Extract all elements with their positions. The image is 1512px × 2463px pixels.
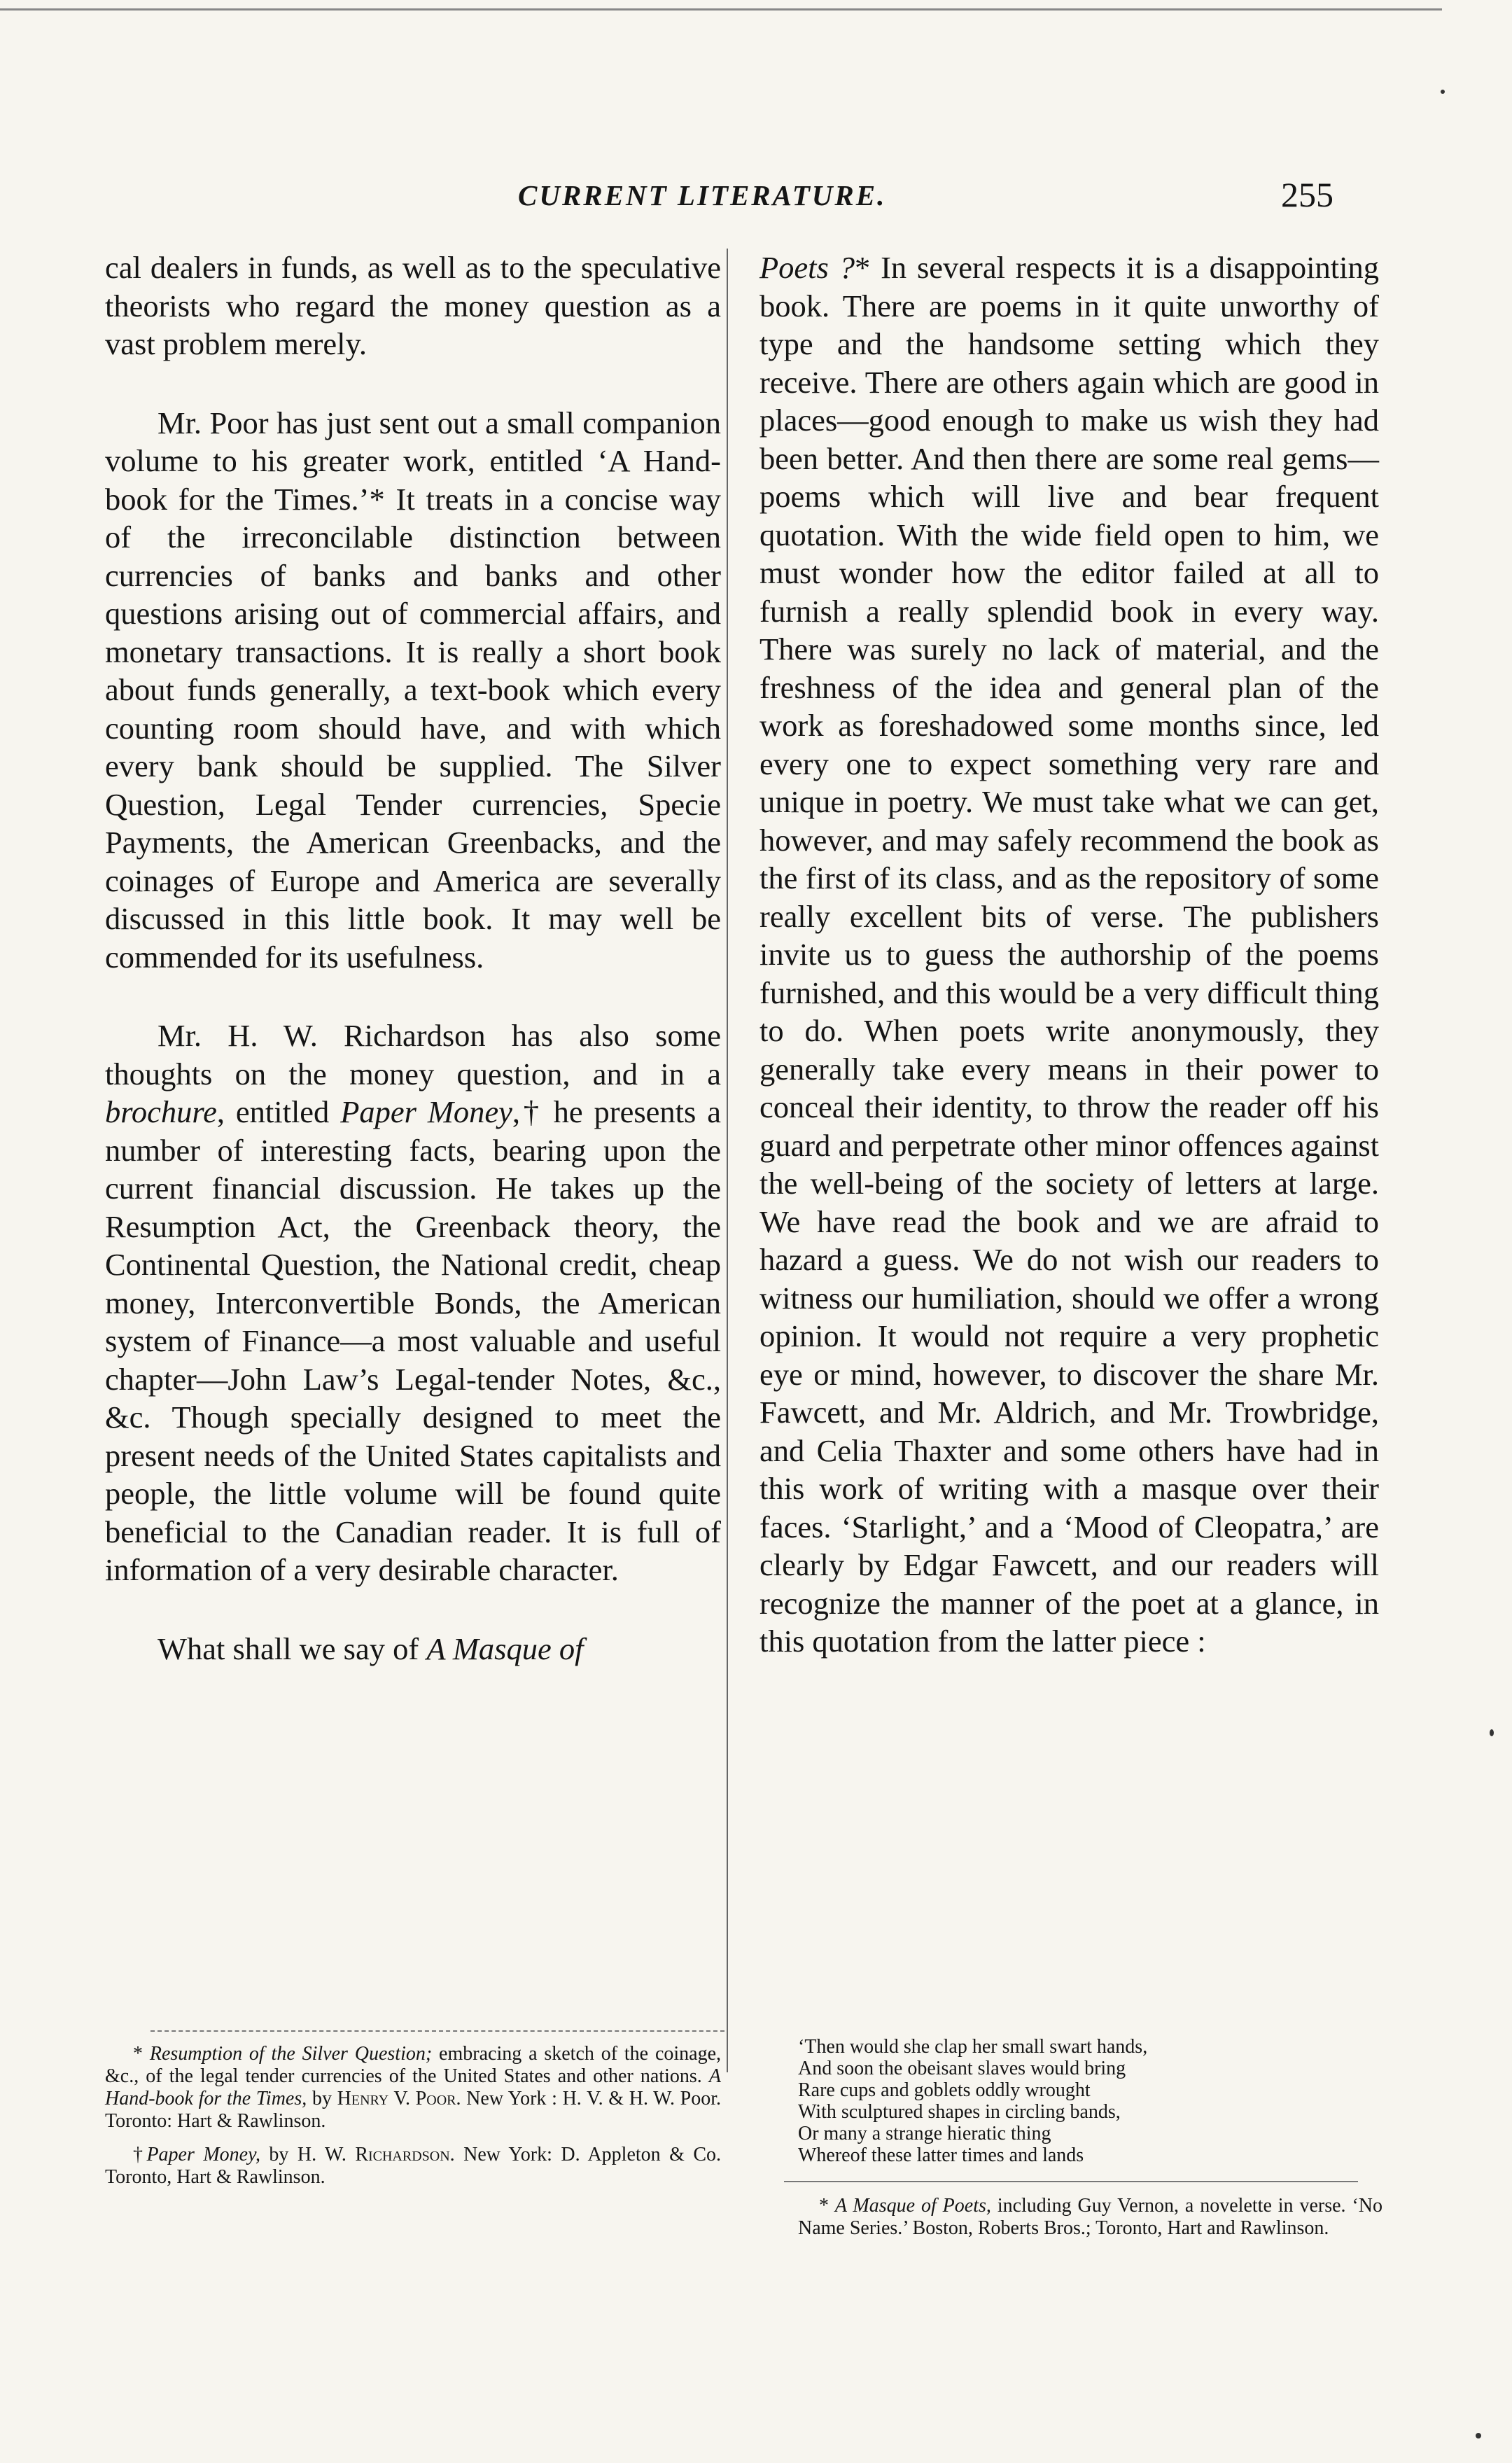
verse-line: Rare cups and goblets oddly wrought: [798, 2079, 1091, 2101]
verse-line: Or many a strange hieratic thing: [798, 2123, 1051, 2144]
paragraph-continued: cal dealers in funds, as well as to the speculative theorists who regard the money question as a vast problem merely.: [105, 250, 721, 361]
footnotes-left: [105, 2043, 721, 2200]
footnote-masque-of-poets: * A Masque of Poets, including Guy Vernon, a novelette in verse. ‘No Name Series.’ Boston, Roberts Bros.; Toronto, Hart and Rawlinson.: [798, 2195, 1383, 2239]
verse-line: And soon the obeisant slaves would bring: [798, 2058, 1126, 2079]
paragraph-paper-money-review: Mr. H. W. Richardson has also some thoughts on the money question, and in a brochure, entitled Paper Money,† he presents a number of interesting facts, bearing upon the current financial discussion. He takes up the Resumption Act, the Greenback theory, the Continental Question, the National credit, cheap money, Interconvertible Bonds, the American system of Finance—a most valuable and useful chapter—John Law’s Legal-tender Notes, &c., &c. Though specially designed to meet the present needs of the United States capitalists and people, the little volume will be found quite beneficial to the Canadian reader. It is full of information of a very desirable character.: [105, 1018, 721, 1587]
print-speck: [1441, 90, 1445, 94]
footnote-paper-money: †Paper Money, by H. W. Richardson. New York: D. Appleton & Co. Toronto, Hart & Rawlinson.: [105, 2144, 722, 2188]
left-column: [105, 249, 721, 1668]
verse-line: Whereof these latter times and lands: [798, 2144, 1084, 2166]
verse-line: With sculptured shapes in circling bands,: [798, 2101, 1121, 2123]
print-speck: [1476, 2433, 1481, 2438]
top-border-line: [0, 8, 1442, 11]
paragraph-masque-review: Poets ?* In several respects it is a disappointing book. There are poems in it quite unworthy of type and the handsome setting which they receive. There are others again which are good in places—good enough to make us wish they had been better. And then there are some real gems—poems which will live and bear frequent quotation. With the wide field open to him, we must wonder how the editor failed at all to furnish a really splendid book in every way. There was surely no lack of material, and the freshness of the idea and general plan of the work as foreshadowed some months since, led every one to expect something very rare and unique in poetry. We must take what we can get, however, and may safely recommend the book as the first of its class, and as the repository of some really excellent bits of verse. The publishers invite us to guess the authorship of the poems furnished, and this would be a very difficult thing to do. When poets write anonymously, they generally take every means in their power to conceal their identity, to throw the reader off his guard and perpetrate other minor offences against the well-being of the society of letters at large. We have read the book and we are afraid to hazard a guess. We do not wish our readers to witness our humiliation, should we offer a wrong opinion. It would not require a very prophetic eye or mind, however, to discover the share Mr. Fawcett, and Mr. Aldrich, and Mr. Trowbridge, and Celia Thaxter and some others have had in this work of writing with a masque over their faces. ‘Starlight,’ and a ‘Mood of Cleopatra,’ are clearly by Edgar Fawcett, and our readers will recognize the manner of the poet at a glance, in this quotation from the latter piece :: [760, 250, 1379, 1659]
paragraph-hand-book-review: Mr. Poor has just sent out a small companion volume to his greater work, entitled ‘A Hand-book for the Times.’* It treats in a concise way of the irreconcilable distinction between currencies of banks and banks and other questions arising out of commercial affairs, and monetary transactions. It is really a short book about funds generally, a text-book which every counting room should have, and with which every bank should be supplied. The Silver Question, Legal Tender currencies, Specie Payments, the American Greenbacks, and the coinages of Europe and America are severally discussed in this little book. It may well be commended for its usefulness.: [105, 405, 721, 975]
verse-line: ‘Then would she clap her small swart hands,: [798, 2036, 1148, 2058]
right-column: [760, 249, 1379, 1661]
footnote-rule-right: [784, 2181, 1358, 2182]
print-speck: [1490, 1729, 1494, 1736]
column-divider: [727, 249, 728, 2072]
page-header: [0, 175, 1512, 221]
paragraph-masque-intro: What shall we say of A Masque of: [158, 1631, 584, 1666]
footnote-resumption: * Resumption of the Silver Question; embracing a sketch of the coinage, &c., of the legal tender currencies of the United States and other nations. A Hand-book for the Times, by Henry V. Poor. New York : H. V. & H. W. Poor. Toronto: Hart & Rawlinson.: [105, 2043, 722, 2132]
running-title: CURRENT LITERATURE.: [518, 179, 887, 211]
verse-quotation: [798, 2036, 1372, 2166]
footnote-rule: [150, 2030, 724, 2032]
page-number: 255: [1281, 175, 1334, 214]
